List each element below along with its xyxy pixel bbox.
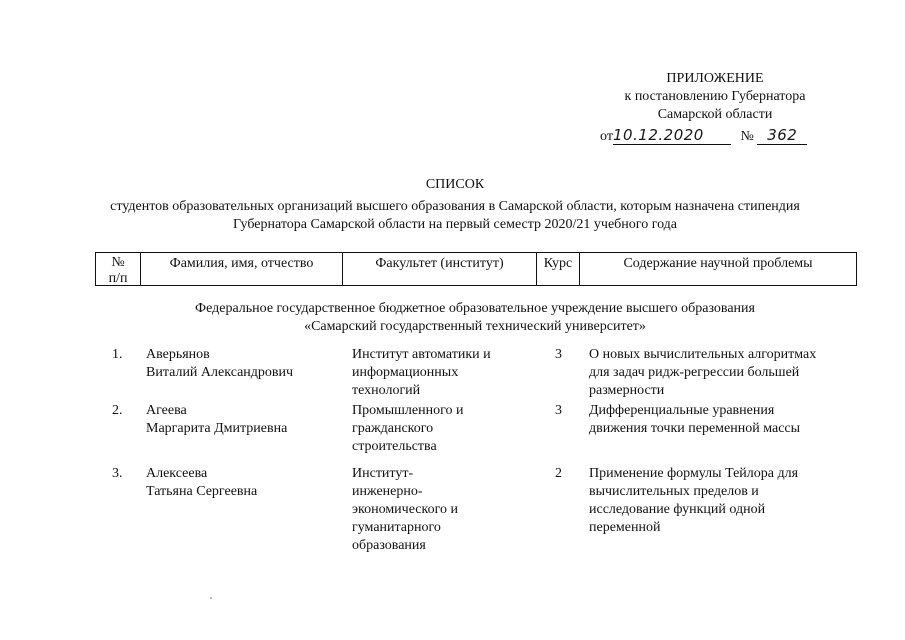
scan-speck xyxy=(210,597,212,599)
number-prefix: № xyxy=(740,129,754,144)
header-col-faculty: Факультет (институт) xyxy=(343,253,537,285)
header-col-number xyxy=(96,253,141,285)
student-name xyxy=(146,465,257,501)
topic-line: переменной xyxy=(589,520,661,535)
student-surname: Алексеева xyxy=(146,466,208,481)
topic-line: исследование функций одной xyxy=(589,502,766,517)
research-topic xyxy=(589,465,798,537)
topic-line: движения точки переменной массы xyxy=(589,421,801,436)
decree-number: 362 xyxy=(757,126,807,145)
faculty-line: инженерно- xyxy=(352,484,423,499)
decree-date-number xyxy=(600,126,840,148)
appendix-block xyxy=(560,70,870,124)
row-number: 2. xyxy=(112,403,123,418)
title-line-2: Губернатора Самарской области на первый семестр 2020/21 учебного года xyxy=(232,217,678,232)
student-faculty xyxy=(352,346,491,400)
row-number: 1. xyxy=(112,347,123,362)
topic-line: Дифференциальные уравнения xyxy=(589,403,775,418)
student-given-names: Маргарита Дмитриевна xyxy=(146,421,288,436)
header-col-course: Курс xyxy=(537,253,580,285)
faculty-line: строительства xyxy=(352,439,437,454)
topic-line: размерности xyxy=(589,383,665,398)
student-name xyxy=(146,402,287,438)
faculty-line: технологий xyxy=(352,383,421,398)
appendix-line-1: к постановлению Губернатора xyxy=(624,89,806,104)
student-faculty xyxy=(352,402,463,456)
organization-line-2: «Самарский государственный технический университет» xyxy=(304,319,646,334)
title-line-1: студентов образовательных организаций высшего образования в Самарской области, которым назначена стипендия xyxy=(110,199,800,214)
faculty-line: образования xyxy=(352,538,426,553)
student-surname: Аверьянов xyxy=(146,347,210,362)
header-num-line-2: п/п xyxy=(108,271,128,286)
faculty-line: гуманитарного xyxy=(352,520,441,535)
appendix-line-2: Самарской области xyxy=(657,107,773,122)
topic-line: О новых вычислительных алгоритмах xyxy=(589,347,817,362)
document-title xyxy=(40,176,870,234)
faculty-line: информационных xyxy=(352,365,459,380)
decree-date: 10.12.2020 xyxy=(613,126,731,145)
from-prefix: от xyxy=(600,129,613,144)
appendix-title: ПРИЛОЖЕНИЕ xyxy=(666,71,764,86)
topic-line: вычислительных пределов и xyxy=(589,484,759,499)
organization-name xyxy=(60,300,890,336)
student-surname: Агеева xyxy=(146,403,187,418)
title-heading: СПИСОК xyxy=(425,177,485,192)
topic-line: Применение формулы Тейлора для xyxy=(589,466,799,481)
faculty-line: гражданского xyxy=(352,421,434,436)
research-topic xyxy=(589,346,816,400)
student-given-names: Виталий Александрович xyxy=(146,365,294,380)
research-topic xyxy=(589,402,800,438)
faculty-line: Институт автоматики и xyxy=(352,347,491,362)
faculty-line: Институт- xyxy=(352,466,414,481)
header-col-name: Фамилия, имя, отчество xyxy=(141,253,343,285)
student-course: 3 xyxy=(555,403,562,418)
row-number: 3. xyxy=(112,466,123,481)
student-name xyxy=(146,346,293,382)
topic-line: для задач ридж-регрессии большей xyxy=(589,365,800,380)
header-col-topic: Содержание научной проблемы xyxy=(623,256,813,271)
header-num-line-1: № xyxy=(111,255,125,270)
organization-line-1: Федеральное государственное бюджетное образовательное учреждение высшего образования xyxy=(195,301,755,316)
student-course: 3 xyxy=(555,347,562,362)
faculty-line: экономического и xyxy=(352,502,458,517)
student-given-names: Татьяна Сергеевна xyxy=(146,484,258,499)
table-header xyxy=(95,252,857,286)
faculty-line: Промышленного и xyxy=(352,403,464,418)
student-course: 2 xyxy=(555,466,562,481)
student-faculty xyxy=(352,465,458,555)
